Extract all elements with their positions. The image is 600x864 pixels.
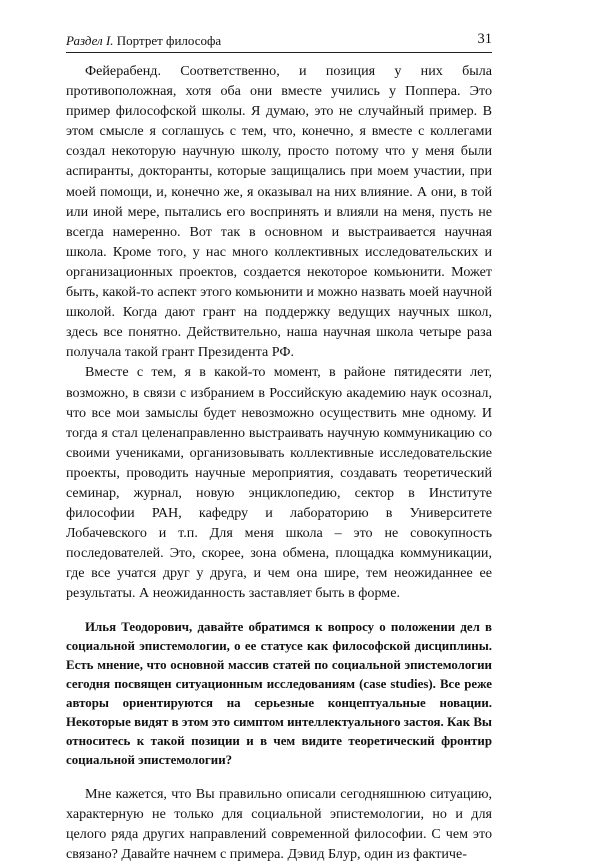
interview-answer: Мне кажется, что Вы правильно описали сегодняшнюю ситуацию, характерную не только для социальной эпистемологии, но и для целого ряда других направлений современной философии. С чем это связано? Давайте начнем с примера. Дэвид Блур, один из фактиче- xyxy=(66,785,492,862)
body-paragraph: Вместе с тем, я в какой-то момент, в районе пятидесяти лет, возможно, в связи с избранием в Российскую академию наук осознал, что все мои замыслы будет невозможно осуществить мне одному. И тогда я стал целенаправленно выстраивать научную коммуникацию со своими учениками, организовывать коллективные исследовательские проекты, проводить научные мероприятия, создавать теоретический семинар, журнал, новую энциклопедию, сектор в Институте философии РАН, кафедру и лабораторию в Университете Лобачевского и т.п. Для меня школа – это не совокупность последователей. Это, скорее, зона обмена, площадка коммуникации, где все учатся друг у друга, и чем она шире, тем неожиданнее ее результаты. А неожиданность заставляет быть в форме. xyxy=(66,364,492,602)
interview-question: Илья Теодорович, давайте обратимся к вопросу о положении дел в социальной эпистемологии, о ее статусе как философской дисциплины. Есть мнение, что основной массив статей по социальной эпистемологии сегодня посвящен ситуационным исследованиям (case studies). Все реже авторы ориентируются на серьезные концептуальные новации. Некоторые видят в этом это симптом интеллектуального застоя. Как Вы относитесь к такой позиции и в чем видите теоретический фронтир социальной эпистемологии? xyxy=(66,619,492,767)
section-title: Портрет философа xyxy=(116,33,222,48)
running-header xyxy=(66,29,492,51)
page-body xyxy=(66,61,492,864)
section-label: Раздел I. xyxy=(66,33,114,48)
body-paragraph: Фейерабенд. Соответственно, и позиция у них была противоположная, хотя оба они вместе учились у Поппера. Это пример философской школы. Я думаю, это не случайный пример. В этом смысле я соглашусь с тем, что, конечно, я вместе с коллегами создал некоторую научную школу, просто потому что у меня были аспиранты, докторанты, которые защищались при моем участии, при моей помощи, и, конечно же, я оказывал на них влияние. А они, в той или иной мере, пытались его воспринять и влияли на меня, пусть не всегда намеренно. Вот так в основном и выстраивается научная школа. Кроме того, у нас много коллективных исследовательских и организационных проектов, создается некоторое комьюнити. Может быть, какой-то аспект этого комьюнити и можно назвать моей научной школой. Когда дают грант на поддержку ведущих научных школ, здесь все понятно. Действительно, наша научная школа четыре раза получала такой грант Президента РФ. xyxy=(66,63,492,361)
page-number: 31 xyxy=(477,31,492,47)
header-rule xyxy=(66,52,492,53)
running-head xyxy=(66,33,221,49)
